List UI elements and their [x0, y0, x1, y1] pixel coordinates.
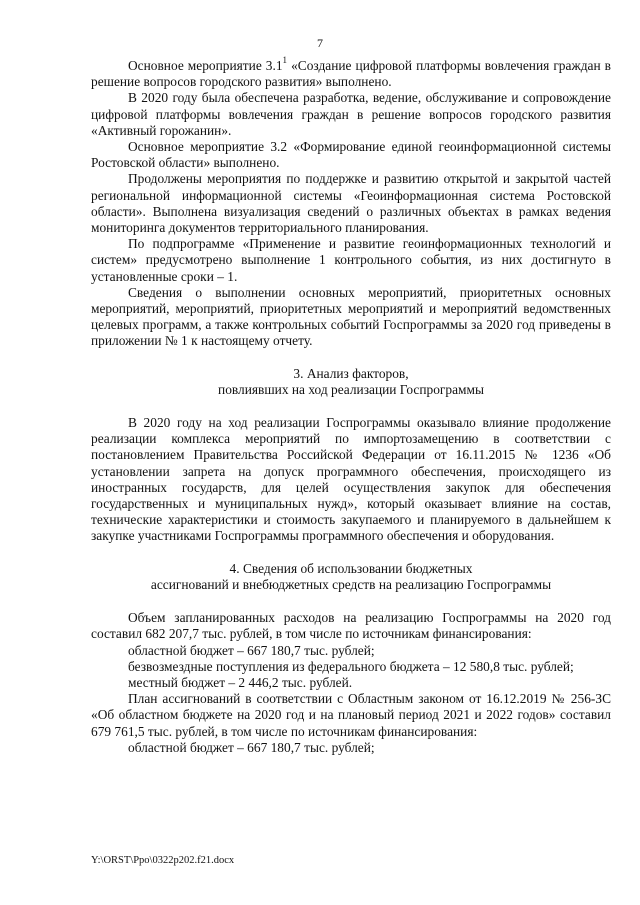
- footer-file-path: Y:\ORST\Ppo\0322p202.f21.docx: [91, 855, 235, 866]
- paragraph-planned-expenses: Объем запланированных расходов на реализацию Госпрограммы на 2020 год составил 682 207,7 тыс. рублей, в том числе по источникам финансирования:: [91, 610, 611, 642]
- section-3-heading-line1: 3. Анализ факторов,: [293, 365, 409, 381]
- paragraph-regional-budget-2: областной бюджет – 667 180,7 тыс. рублей;: [128, 739, 375, 755]
- paragraph-gis-support: Продолжены мероприятия по поддержке и развитию открытой и закрытой частей региональной информационной системы «Геоинформационная система Ростовской области». Выполнена визуализация сведений о различных объектах в рамках ведения мониторинга документов территориального планирования.: [91, 171, 611, 236]
- paragraph-federal-receipts: безвозмездные поступления из федерального бюджета – 12 580,8 тыс. рублей;: [128, 658, 574, 674]
- section-3-heading-line2: повлиявших на ход реализации Госпрограммы: [218, 381, 484, 397]
- footnote-marker: 1: [282, 54, 288, 65]
- paragraph-appendix-reference: Сведения о выполнении основных мероприятий, приоритетных основных мероприятий, мероприятий, приоритетных мероприятий и мероприятий ведомственных целевых программ, а также контрольных событий Госпрограммы за 2020 год приведены в приложении № 1 к настоящему отчету.: [91, 284, 611, 349]
- paragraph-subprogram-events: По подпрограмме «Применение и развитие геоинформационных технологий и систем» предусмотрено выполнение 1 контрольного события, из них достигнуто в установленные сроки – 1.: [91, 236, 611, 284]
- paragraph-regional-budget: областной бюджет – 667 180,7 тыс. рублей;: [128, 642, 375, 658]
- measure-3-1-title: «Создание цифровой платформы вовлечения граждан в решение вопросов городского развития» выполнено.: [91, 58, 611, 90]
- section-4-heading-line1: 4. Сведения об использовании бюджетных: [229, 560, 473, 576]
- paragraph-allocation-plan: План ассигнований в соответствии с Областным законом от 16.12.2019 № 256-ЗС «Об областном бюджете на 2020 год и на плановый период 2021 и 2022 годов» составил 679 761,5 тыс. рублей, в том числе по источникам финансирования:: [91, 691, 611, 739]
- paragraph-measure-3-2: Основное мероприятие 3.2 «Формирование единой геоинформационной системы Ростовской области» выполнено.: [91, 139, 611, 171]
- section-3-heading: [91, 366, 611, 398]
- section-4-heading-line2: ассигнований и внебюджетных средств на реализацию Госпрограммы: [150, 576, 552, 592]
- page-number: 7: [317, 36, 323, 50]
- section-4-heading: [91, 561, 611, 593]
- document-body: [91, 54, 611, 756]
- paragraph-factors: В 2020 году на ход реализации Госпрограммы оказывало влияние продолжение реализации комплекса мероприятий по импортозамещению в соответствии с постановлением Правительства Российской Федерации от 16.11.2015 № 1236 «Об установлении запрета на допуск программного обеспечения, происходящего из иностранных государств, для целей осуществления закупок для обеспечения государственных и муниципальных нужд», который оказывает влияние на состав, технические характеристики и стоимость закупаемого и планируемого в дальнейшем к закупке участниками Госпрограммы программного обеспечения и оборудования.: [91, 415, 611, 544]
- paragraph-measure-3-1: [91, 54, 611, 90]
- paragraph-platform-development: В 2020 году была обеспечена разработка, ведение, обслуживание и сопровождение цифровой платформы вовлечения граждан в решение вопросов городского развития «Активный горожанин».: [91, 90, 611, 138]
- measure-3-1-text: Основное мероприятие 3.1: [128, 58, 283, 73]
- paragraph-local-budget: местный бюджет – 2 446,2 тыс. рублей.: [128, 674, 353, 690]
